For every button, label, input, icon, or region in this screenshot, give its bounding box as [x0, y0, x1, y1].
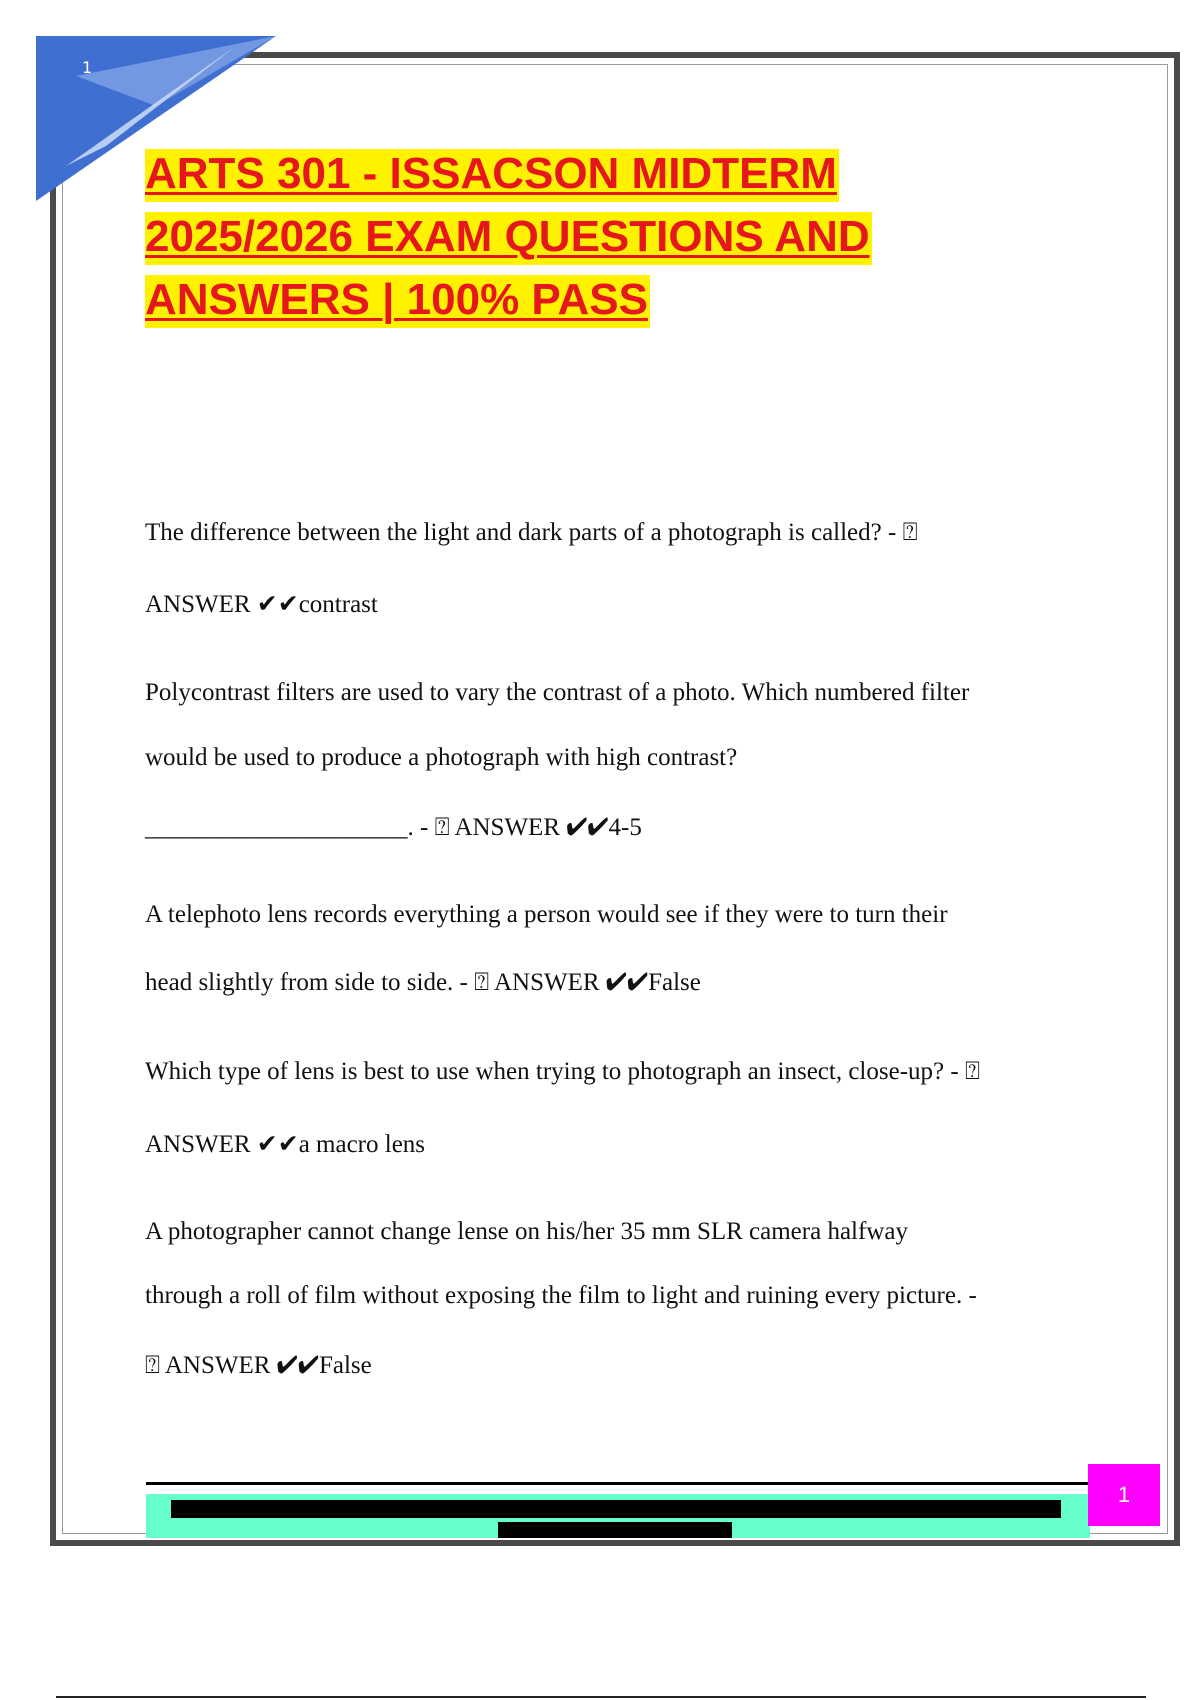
question-3-line-1: A telephoto lens records everything a person would see if they were to turn their [145, 901, 948, 928]
footer-redaction-bar-small [498, 1522, 732, 1538]
title-line-1: ARTS 301 - ISSACSON MIDTERM [145, 149, 839, 202]
title-line-3: ANSWERS | 100% PASS [145, 275, 650, 328]
question-2-line-2: would be used to produce a photograph with high contrast? [145, 744, 738, 771]
question-4-line-1: Which type of lens is best to use when trying to photograph an insect, close-up? - ⍰ [145, 1058, 980, 1085]
footer-band [146, 1494, 1090, 1538]
question-5-line-1: A photographer cannot change lense on his/her 35 mm SLR camera halfway [145, 1218, 908, 1245]
footer-redaction-bar [171, 1500, 1061, 1518]
corner-page-number: 1 [82, 58, 93, 77]
answer-1: ANSWER ✔✔contrast [145, 591, 378, 618]
answer-2: _____________________. - ⍰ ANSWER ✔✔4-5 [145, 814, 642, 841]
question-5-line-2: through a roll of film without exposing the film to light and ruining every picture. - [145, 1282, 977, 1309]
question-1-line-1: The difference between the light and dark parts of a photograph is called? - ⍰ [145, 519, 918, 546]
next-page-edge [56, 1696, 1146, 1698]
answer-3: head slightly from side to side. - ⍰ ANSWER ✔✔False [145, 969, 701, 996]
answer-5: ⍰ ANSWER ✔✔False [145, 1352, 372, 1379]
footer-divider [146, 1482, 1090, 1485]
title-line-2: 2025/2026 EXAM QUESTIONS AND [145, 212, 872, 265]
question-2-line-1: Polycontrast filters are used to vary the contrast of a photo. Which numbered filter [145, 679, 970, 706]
document-title [145, 142, 1045, 331]
page-number-badge: 1 [1088, 1464, 1160, 1526]
answer-4: ANSWER ✔✔a macro lens [145, 1131, 426, 1158]
